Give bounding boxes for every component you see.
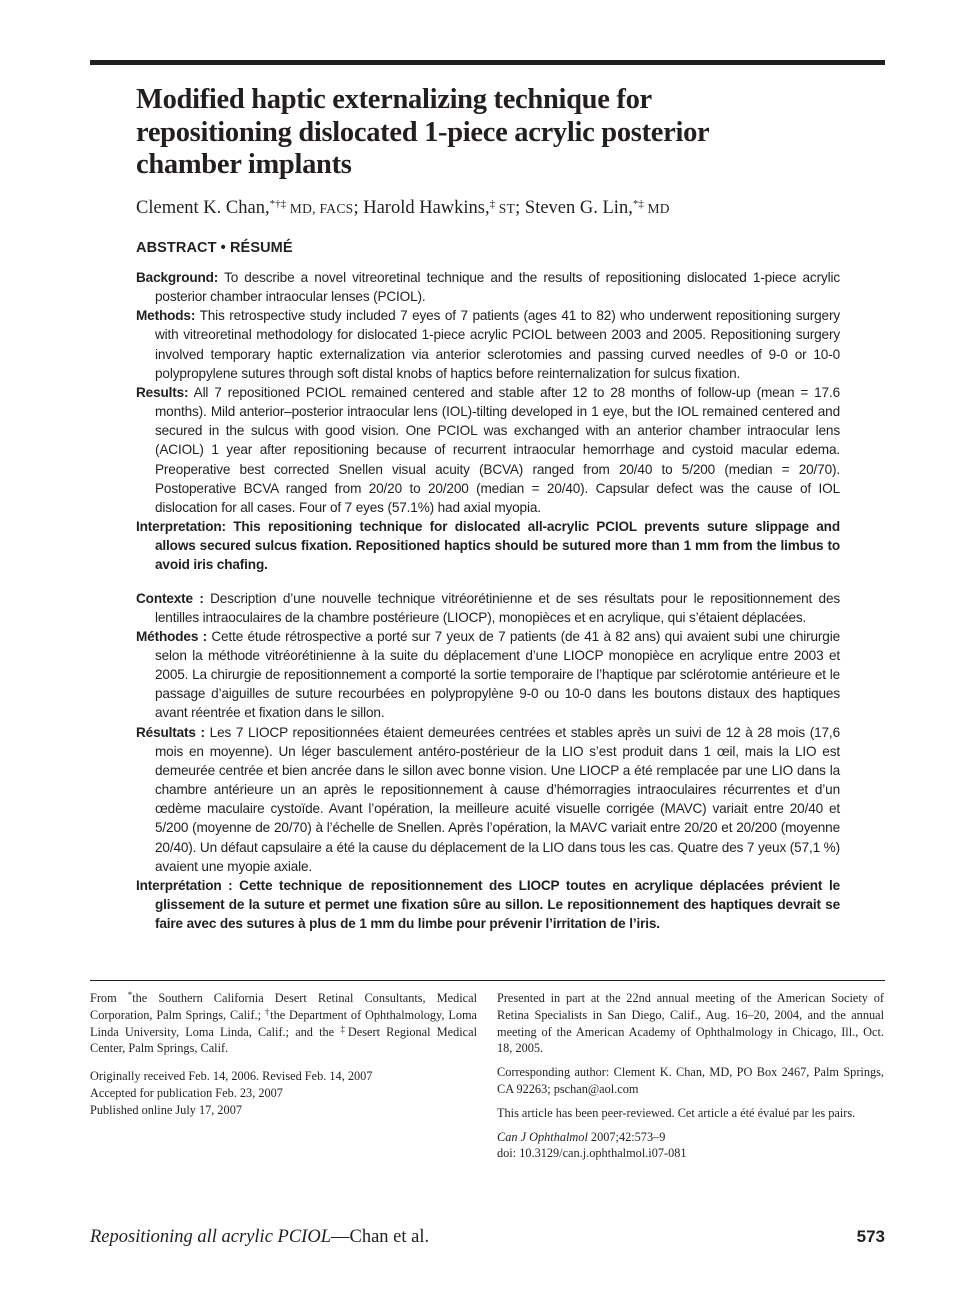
author-degree: ST	[495, 201, 516, 216]
abstract-results	[136, 383, 840, 517]
running-footer	[90, 1227, 429, 1248]
section-label: Results:	[136, 384, 189, 400]
affiliation-text: the Southern California Desert Retinal Consultants, Medical Corporation, Palm Springs, Calif.;	[90, 991, 477, 1022]
author-name: Harold Hawkins,	[363, 198, 490, 218]
abstract-heading: ABSTRACT • RÉSUMÉ	[136, 240, 293, 256]
author-name: Steven G. Lin,	[524, 198, 633, 218]
peer-review-note: This article has been peer-reviewed. Cet article a été évalué par les pairs.	[497, 1105, 856, 1120]
section-text: Cette technique de repositionnement des LIOCP toutes en acrylique déplacées prévient le glissement de la suture et permet une fixation sûre au sillon. Le repositionnement des haptiques devrait se faire avec des sutures à plus de 1 mm du limbe pour prévenir l’irritation de l’iris.	[155, 877, 840, 932]
section-text: To describe a novel vitreoretinal technique and the results of repositioning dislocated 1-piece acrylic posterior chamber intraocular lenses (PCIOL).	[155, 270, 840, 305]
section-label: Méthodes :	[136, 628, 207, 644]
section-label: Background:	[136, 270, 219, 285]
author-separator: ;	[515, 198, 525, 218]
citation-block	[497, 1129, 884, 1163]
section-label: Interprétation :	[136, 877, 233, 893]
section-text: This retrospective study included 7 eyes of 7 patients (ages 41 to 82) who underwent repositioning surgery with vitreoretinal methodology for dislocated 1-piece acrylic PCIOL between 2003 and 2005. Repositioning surgery involved temporary haptic externalization via anterior sclerotomies and passing curved needles of 9-0 or 10-0 polypropylene sutures through soft distal knobs of haptics before reinternalization for sulcus fixation.	[155, 308, 840, 381]
author-list	[136, 196, 856, 221]
section-text: Cette étude rétrospective a porté sur 7 yeux de 7 patients (de 41 à 82 ans) qui avaient subi une chirurgie selon la méthode vitréorétinienne à la suite du déplacement d’une LIOCP monopièce en acrylique entre 2003 et 2005. La chirurgie de repositionnement a comporté la sortie temporaire de l’haptique par sclérotomie antérieure et le passage d’aiguilles de suture recourbées en polypropylène 9-0 ou 10-0 dans les boutons distaux des haptiques avant réentrée et fixation dans le sillon.	[155, 628, 840, 721]
section-text: Description d’une nouvelle technique vitréorétinienne et de ses résultats pour le repositionnement des lentilles intraoculaires de la chambre postérieure (LIOCP), monopièces et en acrylique, qui s’étaient déplacées.	[155, 590, 841, 625]
abstract-interpretation	[136, 517, 840, 574]
section-text: All 7 repositioned PCIOL remained centered and stable after 12 to 28 months of follow-up (mean = 17.6 months). Mild anterior–posterior intraocular lens (IOL)-tilting developed in 1 eye, but the IOL remained centered and secured in the sulcus with good vision. One PCIOL was exchanged with an anterior chamber intraocular lens (ACIOL) 1 year after repositioning because of recurrent intraocular hemorrhage and cystoid macular edema. Preoperative best corrected Snellen visual acuity (BCVA) ranged from 20/40 to 5/200 (median = 20/70). Postoperative BCVA ranged from 20/20 to 20/200 (median = 20/40). Capsular defect was the cause of IOL dislocation for all cases. Four of 7 eyes (57.1%) had axial myopia.	[155, 384, 840, 515]
date-published: Published online July 17, 2007	[90, 1102, 243, 1117]
front-matter-left	[90, 990, 477, 1126]
affiliation-text: From	[90, 991, 128, 1005]
affiliation-mark: *	[127, 990, 133, 1000]
affiliation-mark: †	[264, 1006, 271, 1017]
author-separator: ;	[353, 198, 364, 218]
page-number: 573	[856, 1227, 885, 1246]
resume-interpretation	[136, 876, 840, 933]
citation: 2007;42:573–9	[587, 1129, 666, 1144]
abstract-body	[136, 268, 840, 933]
affiliation-marks: *†‡	[269, 198, 287, 210]
journal-name: Can J Ophthalmol	[497, 1129, 588, 1144]
affiliation-mark: ‡	[340, 1023, 348, 1034]
language-gap	[136, 575, 840, 589]
front-matter-right	[497, 990, 884, 1169]
affiliation-marks: ‡	[489, 198, 496, 210]
affiliation-marks: *‡	[632, 198, 644, 210]
abstract-methods	[136, 306, 840, 383]
doi: doi: 10.3129/can.j.ophthalmol.i07-081	[497, 1146, 687, 1161]
date-accepted: Accepted for publication Feb. 23, 2007	[90, 1085, 283, 1100]
resume-contexte	[136, 589, 840, 627]
section-label: Contexte :	[136, 590, 204, 606]
front-matter-rule	[90, 980, 885, 981]
author-degree: MD, FACS	[286, 201, 354, 216]
corresponding-author: Corresponding author: Clement K. Chan, MD, PO Box 2467, Palm Springs, CA 92263; pschan@aol.com	[497, 1065, 884, 1096]
top-rule	[90, 60, 885, 65]
article-title: Modified haptic externalizing technique for repositioning dislocated 1-piece acrylic posterior chamber implants	[136, 84, 709, 180]
section-label: Methods:	[136, 308, 196, 324]
affiliation-text: Desert Regional Medical Center, Palm Springs, Calif.	[90, 1024, 478, 1056]
section-text: Les 7 LIOCP repositionnées étaient demeurées centrées et stables après un suivi de 12 à 28 mois (17,6 mois en moyenne). Un léger basculement antéro-postérieur de la LIO s’est produit dans 1 œil, mais la LIO est demeurée centrée et bien ancrée dans le sillon avec bonne vision. Une LIOCP a été remplacée par une LIO dans la chambre antérieure un an après le repositionnement à cause d’hémorragies intraoculaires récurrentes et d’un œdème maculaire cystoïde. Avant l’opération, la meilleure acuité visuelle corrigée (MAVC) variait entre 20/40 et 5/200 (moyenne de 20/70) à l’échelle de Snellen. Après l’opération, la MAVC variait entre 20/20 et 20/200 (moyenne 20/40). Un défaut capsulaire a été la cause du déplacement de la LIO dans tous les cas. Quatre des 7 yeux (57,1 %) avaient une myopie axiale.	[155, 724, 840, 874]
date-received: Originally received Feb. 14, 2006. Revised Feb. 14, 2007	[90, 1069, 373, 1084]
running-authors: —Chan et al.	[331, 1227, 430, 1247]
author-degree: MD	[643, 201, 670, 216]
section-text: This repositioning technique for dislocated all-acrylic PCIOL prevents suture slippage and allows secured sulcus fixation. Repositioned haptics should be sutured more than 1 mm from the limbus to avoid iris chafing.	[155, 519, 840, 573]
running-title: Repositioning all acrylic PCIOL	[90, 1227, 331, 1247]
affiliations	[90, 990, 477, 1057]
resume-resultats	[136, 723, 840, 876]
article-dates	[90, 1068, 477, 1118]
section-label: Résultats :	[136, 724, 205, 740]
presented-note: Presented in part at the 22nd annual meeting of the American Society of Retina Specialists in San Diego, Calif., Aug. 16–20, 2004, and the annual meeting of the American Academy of Ophthalmology in Chicago, Ill., Oct. 18, 2005.	[497, 991, 884, 1056]
section-label: Interpretation:	[136, 519, 226, 535]
author-name: Clement K. Chan,	[136, 198, 270, 218]
affiliation-text: the Department of Ophthalmology, Loma Linda University, Loma Linda, Calif.; and the	[90, 1007, 478, 1039]
resume-methodes	[136, 627, 840, 723]
abstract-background	[136, 268, 840, 306]
